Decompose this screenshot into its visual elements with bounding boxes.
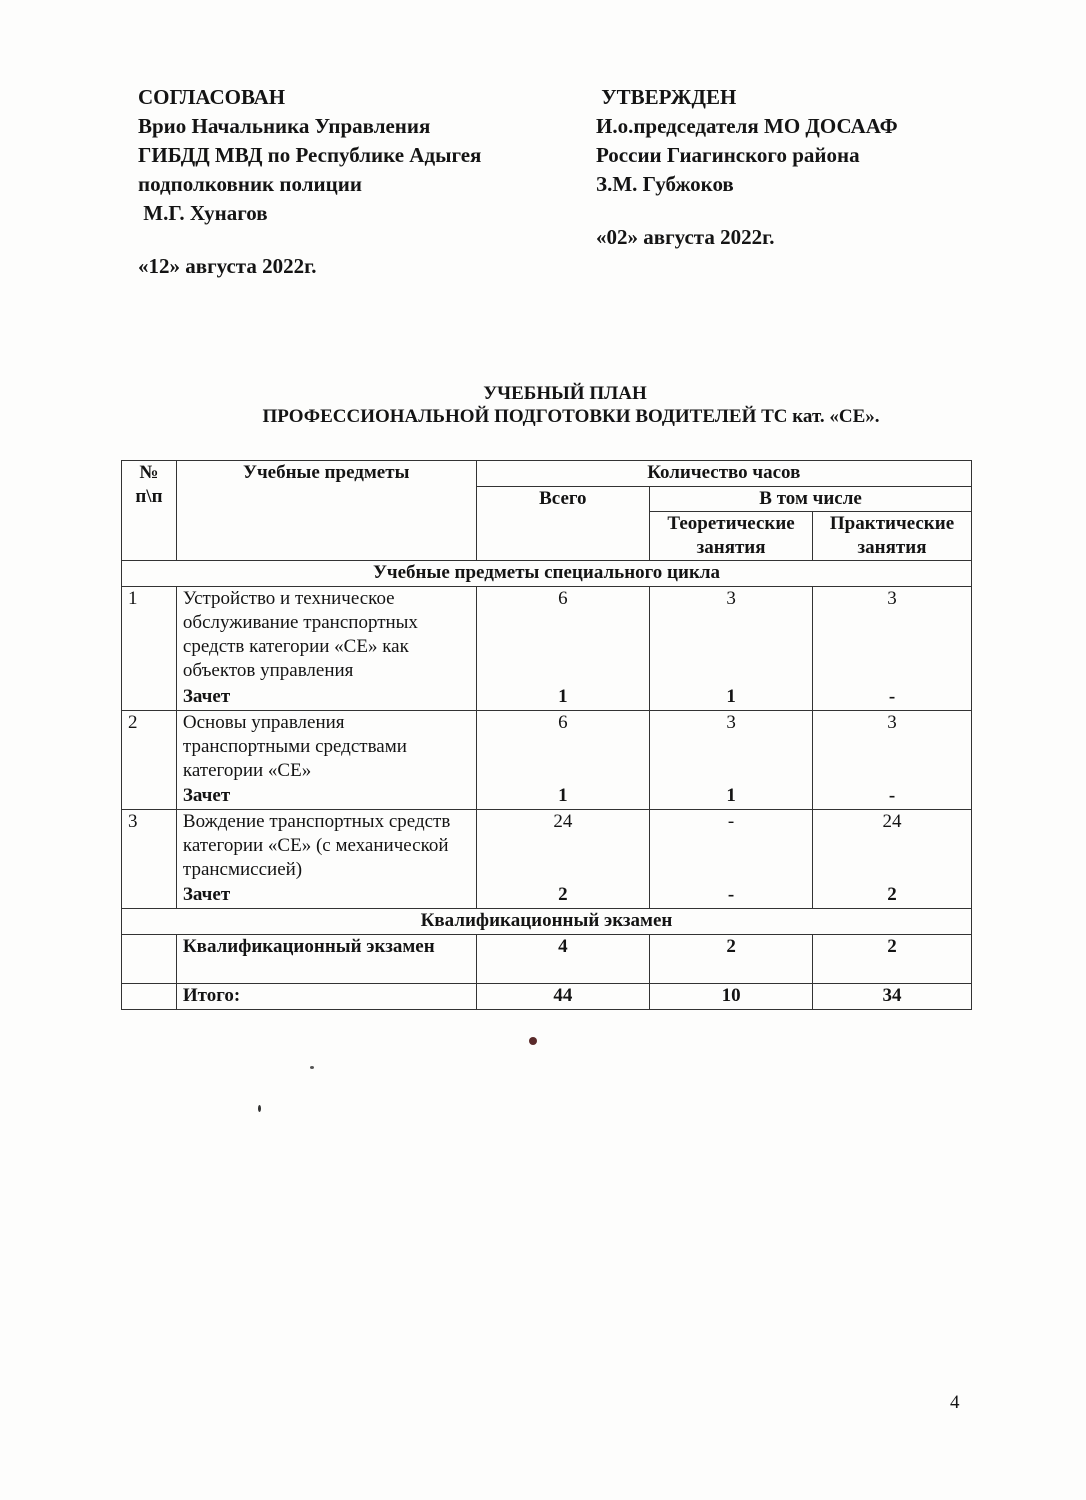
row-zachet-total: 1 <box>558 785 568 806</box>
approval-line: ГИБДД МВД по Республике Адыгея <box>138 143 482 167</box>
table-row <box>122 587 972 711</box>
total-theory: 10 <box>650 984 813 1010</box>
total-practice: 34 <box>813 984 972 1010</box>
title-line-2: ПРОФЕССИОНАЛЬНОЙ ПОДГОТОВКИ ВОДИТЕЛЕЙ ТС кат. «СЕ». <box>262 406 880 427</box>
scan-speck <box>529 1037 537 1045</box>
row-subject: Основы управления транспортными средствами категории «СЕ» <box>182 712 407 781</box>
exam-total: 4 <box>476 935 650 984</box>
approval-block-right <box>596 83 898 252</box>
row-total: 6 <box>558 712 568 733</box>
total-row <box>122 984 972 1010</box>
row-subject: Устройство и техническое обслуживание транспортных средств категории «СЕ» как объектов управления <box>182 588 418 681</box>
header-theory: Теоретические занятия <box>650 512 813 561</box>
curriculum-table <box>121 460 972 1010</box>
row-subject: Вождение транспортных средств категории «СЕ» (с механической трансмиссией) <box>182 811 451 880</box>
row-num: 3 <box>122 810 177 909</box>
row-theory: - <box>727 811 735 832</box>
row-subject-zachet: Зачет <box>182 686 231 707</box>
approval-line: Врио Начальника Управления <box>138 114 431 138</box>
row-num: 1 <box>122 587 177 711</box>
row-zachet-total: 2 <box>558 884 568 905</box>
row-theory: 3 <box>726 588 736 609</box>
row-zachet-practice: - <box>888 785 896 806</box>
approval-line: России Гиагинского района <box>596 143 860 167</box>
row-zachet-practice: 2 <box>887 884 897 905</box>
approval-heading: СОГЛАСОВАН <box>138 85 286 109</box>
row-practice: 3 <box>887 712 897 733</box>
row-theory: 3 <box>726 712 736 733</box>
row-zachet-practice: - <box>888 686 896 707</box>
scan-speck <box>310 1066 314 1069</box>
total-hours: 44 <box>476 984 650 1010</box>
scan-speck <box>258 1105 261 1112</box>
header-including: В том числе <box>650 487 972 512</box>
exam-practice: 2 <box>813 935 972 984</box>
row-total: 6 <box>558 588 568 609</box>
row-subject-zachet: Зачет <box>182 785 231 806</box>
document-title <box>0 382 1086 428</box>
row-zachet-theory: - <box>727 884 735 905</box>
header-total: Всего <box>476 487 650 561</box>
approval-line: М.Г. Хунагов <box>138 201 268 225</box>
approval-line: И.о.председателя МО ДОСААФ <box>596 114 898 138</box>
header-practice: Практические занятия <box>813 512 972 561</box>
title-line-1: УЧЕБНЫЙ ПЛАН <box>483 383 647 404</box>
total-label: Итого: <box>176 984 476 1010</box>
row-total: 24 <box>553 811 573 832</box>
row-practice: 3 <box>887 588 897 609</box>
header-subjects: Учебные предметы <box>176 461 476 561</box>
section-qualification-exam: Квалификационный экзамен <box>122 909 972 935</box>
row-num: 2 <box>122 711 177 810</box>
row-zachet-total: 1 <box>558 686 568 707</box>
approval-heading: УТВЕРЖДЕН <box>596 85 737 109</box>
row-subject-zachet: Зачет <box>182 884 231 905</box>
approval-line: подполковник полиции <box>138 172 362 196</box>
row-practice: 24 <box>882 811 902 832</box>
table-row <box>122 711 972 810</box>
exam-theory: 2 <box>650 935 813 984</box>
header-num: № п\п <box>122 461 177 561</box>
approval-block-left <box>138 83 481 281</box>
approval-date: «02» августа 2022г. <box>596 225 775 249</box>
row-zachet-theory: 1 <box>726 785 736 806</box>
row-zachet-theory: 1 <box>726 686 736 707</box>
approval-date: «12» августа 2022г. <box>138 254 317 278</box>
table-row <box>122 810 972 909</box>
section-special-cycle: Учебные предметы специального цикла <box>122 561 972 587</box>
page-number: 4 <box>950 1392 960 1413</box>
header-hours: Количество часов <box>476 461 971 487</box>
exam-name: Квалификационный экзамен <box>176 935 476 984</box>
approval-line: З.М. Губжоков <box>596 172 734 196</box>
exam-row <box>122 935 972 984</box>
